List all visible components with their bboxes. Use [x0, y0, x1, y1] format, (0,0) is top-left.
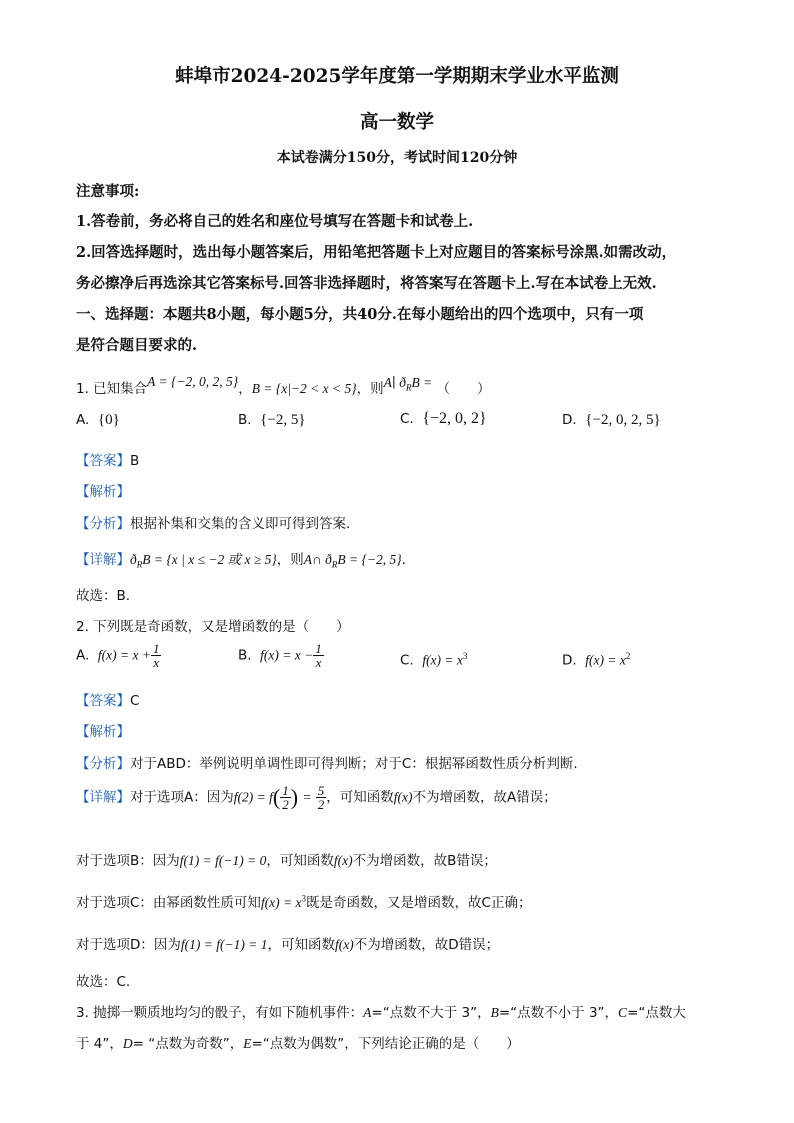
q2-detail-a-eq: =: [302, 789, 312, 805]
notes-heading: 注意事项:: [76, 183, 140, 200]
q1-fenxi-text: 根据补集和交集的含义即可得到答案.: [130, 516, 351, 532]
q1-xiangjie-set: B = {x | x ≤ −2 或 x ≥ 5}: [142, 552, 277, 567]
q2-option-a-den: x: [153, 655, 160, 670]
q2-option-d-expr: f(x) = x: [585, 652, 626, 668]
note-2a: 2.回答选择题时，选出每小题答案后，用铅笔把答题卡上对应题目的答案标号涂黑.如需改动，: [76, 244, 677, 261]
q2-fenxi-tag: 【分析】: [76, 756, 130, 772]
q1-expr-b: B =: [411, 375, 433, 390]
exam-subtitle: 高一数学: [359, 112, 434, 133]
q2-option-a-label: A.: [76, 647, 90, 664]
q2-option-a-num: 1: [152, 641, 160, 656]
q1-stem: [76, 374, 491, 399]
q2-detail-b-fx: f(x): [333, 853, 353, 868]
q2-answer-value: C: [130, 693, 140, 709]
q1-analysis-tag: 【解析】: [76, 484, 130, 500]
q2-option-a: [76, 642, 161, 669]
q2-detail-d: [76, 933, 499, 953]
q3-event-e: E: [243, 1036, 252, 1051]
q2-detail-a-post: ，可知函数: [326, 789, 394, 806]
q1-stem-text: 1. 已知集合: [76, 381, 148, 397]
q3-event-d-desc: = “点数为奇数”，: [132, 1036, 244, 1052]
q2-option-a-expr: f(x) = x +: [97, 647, 151, 663]
q2-detail-d-expr: f(1) = f(−1) = 1: [180, 937, 268, 952]
q2-detail-b-expr: f(1) = f(−1) = 0: [179, 853, 267, 868]
q3-event-c: C: [618, 1005, 628, 1020]
q1-option-b-value: {−2, 5}: [260, 412, 306, 428]
q2-detail-a-fx: f(x): [393, 789, 413, 805]
q1-option-c: [400, 410, 487, 428]
q3-event-a-desc: =“点数不大于 3”，: [371, 1005, 491, 1021]
q3-event-d: D: [122, 1036, 133, 1051]
q2-detail-d-fx: f(x): [334, 937, 354, 952]
q3-line-2: [76, 1032, 520, 1052]
q1-fenxi-tag: 【分析】: [76, 516, 130, 532]
q2-detail-a-num2: 5: [317, 783, 325, 798]
q2-option-c-label: C.: [400, 652, 414, 669]
q2-option-b-expr: f(x) = x −: [260, 647, 314, 663]
q3-event-b-desc: =“点数不小于 3”，: [498, 1005, 619, 1021]
q1-option-d-label: D.: [562, 412, 577, 428]
q2-option-b-fraction: [313, 642, 324, 669]
q3-line-1: [76, 1001, 686, 1021]
q1-option-c-value: {−2, 0, 2}: [422, 410, 487, 427]
q2-detail-a-pre: 对于选项A：因为: [130, 789, 234, 806]
q2-option-b: [238, 642, 324, 669]
q1-option-b: [238, 412, 306, 429]
q1-xiangjie-end: .: [401, 552, 406, 568]
q2-answer-tag: 【答案】: [76, 693, 130, 709]
q2-detail-d-end: 不为增函数，故D错误；: [353, 937, 500, 953]
q1-xiangjie-result: B = {−2, 5}: [337, 552, 402, 567]
section-1-line-2: 是符合题目要求的.: [76, 337, 198, 354]
q1-expr-sub: R: [405, 382, 412, 393]
q1-xiangjie: [76, 548, 406, 570]
q1-answer-value: B: [130, 453, 140, 469]
q2-detail-d-pre: 对于选项D：因为: [76, 937, 181, 953]
q2-option-c-expr: f(x) = x: [422, 652, 463, 668]
q1-xiangjie-sub: R: [136, 559, 143, 570]
q1-option-d-value: {−2, 0, 2, 5}: [585, 412, 661, 428]
q2-detail-b-pre: 对于选项B：因为: [76, 853, 180, 869]
q1-sep: ，: [238, 381, 252, 397]
exam-title: 蚌埠市2024-2025学年度第一学期期末学业水平监测: [175, 66, 619, 87]
q3-event-e-desc: =“点数为偶数”，下列结论正确的是（ ）: [251, 1036, 520, 1052]
q2-option-d-sup: 2: [625, 651, 631, 661]
note-1: 1.答卷前，务必将自己的姓名和座位号填写在答题卡和试卷上.: [76, 213, 474, 230]
q1-option-a-label: A.: [76, 412, 90, 428]
q1-option-c-label: C.: [400, 411, 414, 427]
q3-line-2-text: 于 4”，: [76, 1036, 123, 1052]
q2-detail-a-expr: f(2) = f: [233, 789, 273, 805]
q2-option-d-label: D.: [562, 652, 577, 669]
q3-event-b: B: [490, 1005, 499, 1020]
q2-detail-c-pre: 对于选项C：由幂函数性质可知: [76, 895, 261, 911]
q2-option-b-label: B.: [238, 647, 252, 664]
q3-line-1-text: 3. 抛掷一颗质地均匀的骰子，有如下随机事件：: [76, 1005, 364, 1021]
q2-xiangjie-tag: 【详解】: [76, 789, 130, 806]
q2-detail-a-den1: 2: [282, 797, 289, 812]
q2-option-b-num: 1: [315, 641, 322, 656]
q1-option-d: [562, 412, 661, 429]
q1-paren: （ ）: [436, 381, 491, 397]
q1-stem-then: ，则: [356, 381, 384, 397]
q3-event-a: A: [363, 1005, 372, 1020]
q2-detail-a-end: 不为增函数，故A错误；: [412, 789, 557, 806]
q1-xiangjie-intersect: A∩ ð: [303, 552, 332, 567]
q2-detail-d-post: ，可知函数: [267, 937, 335, 953]
q1-xiangjie-complement: ð: [130, 552, 137, 567]
q2-detail-b-post: ，可知函数: [266, 853, 334, 869]
q2-option-c: [400, 651, 467, 669]
q2-choose: 故选：C.: [76, 974, 131, 990]
q1-expr-a: A∣ ð: [383, 375, 406, 390]
q2-detail-b-end: 不为增函数，故B错误；: [352, 853, 497, 869]
q2-detail-c: [76, 891, 531, 911]
q3-event-c-desc: =“点数大: [627, 1005, 686, 1021]
q2-detail-c-end: 既是奇函数，又是增函数，故C正确；: [306, 895, 532, 911]
q1-option-b-label: B.: [238, 412, 252, 428]
q2-analysis-tag: 【解析】: [76, 724, 130, 740]
q1-answer: [76, 449, 139, 469]
q2-fenxi-text: 对于ABD：举例说明单调性即可得判断；对于C：根据幂函数性质分析判断.: [130, 756, 578, 772]
q2-detail-b: [76, 849, 497, 869]
q2-stem: 2. 下列既是奇函数，又是增函数的是（ ）: [76, 619, 350, 635]
q2-option-d: [562, 651, 630, 669]
q2-answer: [76, 689, 139, 709]
q2-detail-a-den2: 2: [317, 797, 325, 812]
q2-detail-a-frac2: [316, 784, 327, 811]
q2-detail-c-expr: f(x) = x: [260, 895, 302, 910]
q2-option-b-den: x: [315, 655, 322, 670]
q2-option-c-sup: 3: [462, 651, 468, 661]
section-1-line-1: 一、选择题：本题共8小题，每小题5分，共40分.在每小题给出的四个选项中，只有一项: [76, 306, 644, 323]
q2-detail-c-sup: 3: [301, 893, 307, 904]
q1-fenxi: [76, 512, 350, 532]
exam-info: 本试卷满分150分，考试时间120分钟: [276, 150, 518, 166]
q2-detail-a-num1: 1: [282, 783, 289, 798]
q2-fenxi: [76, 752, 578, 772]
q1-xiangjie-sub2: R: [331, 559, 338, 570]
q1-expr: [383, 375, 433, 393]
q1-answer-tag: 【答案】: [76, 453, 130, 469]
q2-detail-a-frac1: [280, 784, 291, 811]
q1-option-a-value: {0}: [97, 412, 120, 428]
q1-xiangjie-tag: 【详解】: [76, 552, 130, 568]
q1-set-a: A = {−2, 0, 2, 5}: [147, 374, 239, 389]
q1-set-b: B = {x|−2 < x < 5}: [251, 381, 357, 396]
q1-option-a: [76, 412, 120, 429]
q1-choose: 故选：B.: [76, 588, 131, 604]
q2-option-a-fraction: [151, 642, 162, 669]
q1-xiangjie-then: ，则: [276, 552, 304, 568]
note-2b: 务必擦净后再选涂其它答案标号.回答非选择题时，将答案写在答题卡上.写在本试卷上无效.: [76, 275, 657, 292]
q2-detail-a: 【详解】对于选项A：因为f(2) = f( $\frac{1}{2}$ ) = $\frac{5}{2}$ ，可知函数f(x)不为增函数，故A错误；: [76, 783, 557, 812]
